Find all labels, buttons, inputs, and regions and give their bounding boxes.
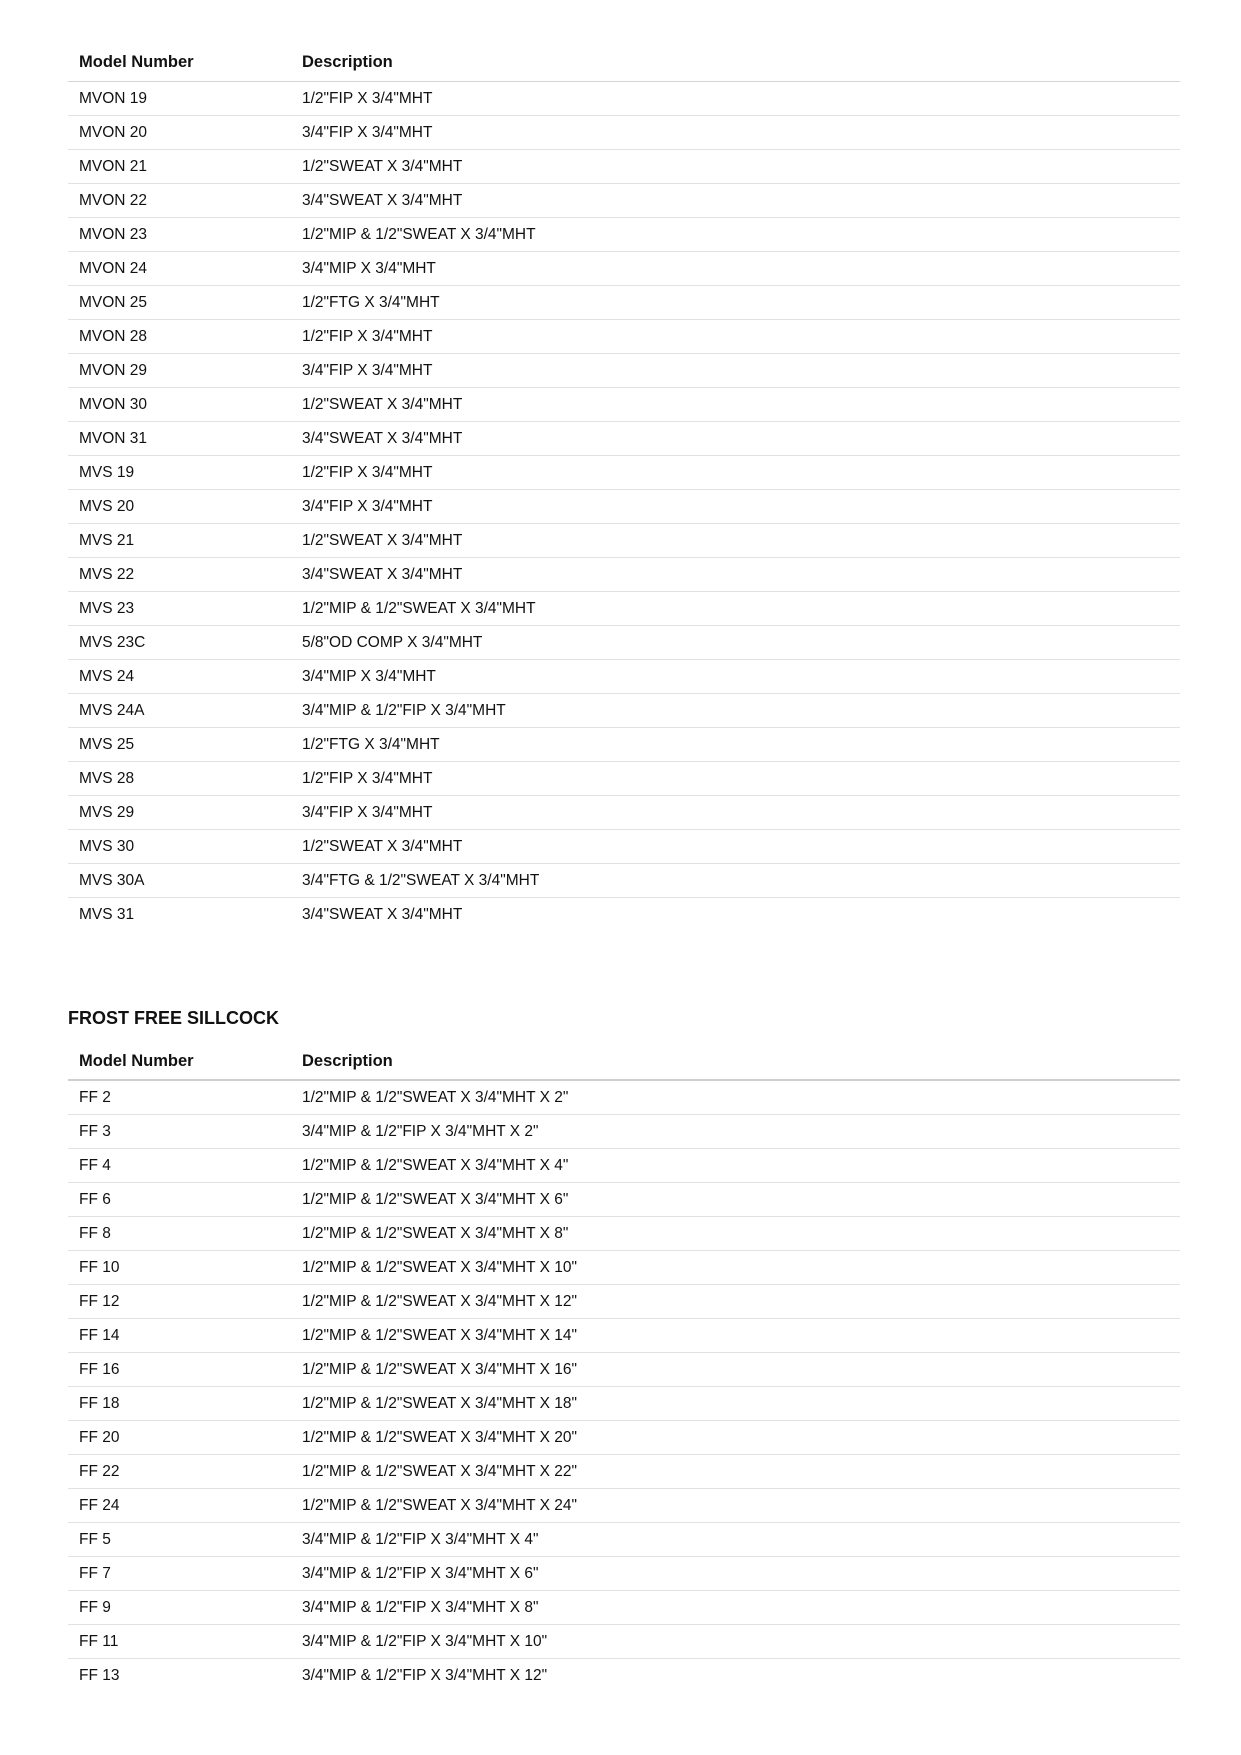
model-number-cell: MVS 29 bbox=[68, 796, 291, 830]
model-number-cell: FF 12 bbox=[68, 1285, 291, 1319]
model-number-cell: FF 14 bbox=[68, 1319, 291, 1353]
model-number-header: Model Number bbox=[68, 1043, 291, 1080]
table-row bbox=[68, 456, 1180, 490]
table-row bbox=[68, 1591, 1180, 1625]
description-cell: 1/2"MIP & 1/2"SWEAT X 3/4"MHT X 14" bbox=[291, 1319, 1180, 1353]
model-number-cell: FF 18 bbox=[68, 1387, 291, 1421]
model-number-cell: MVS 28 bbox=[68, 762, 291, 796]
model-number-cell: MVON 21 bbox=[68, 150, 291, 184]
description-cell: 3/4"MIP & 1/2"FIP X 3/4"MHT X 8" bbox=[291, 1591, 1180, 1625]
table-row bbox=[68, 354, 1180, 388]
table-row bbox=[68, 1319, 1180, 1353]
model-number-cell: FF 13 bbox=[79, 1666, 120, 1684]
model-number-cell: MVS 20 bbox=[68, 490, 291, 524]
model-number-cell: MVON 24 bbox=[68, 252, 291, 286]
description-cell: 3/4"MIP & 1/2"FIP X 3/4"MHT X 12" bbox=[302, 1666, 548, 1684]
description-cell: 1/2"FTG X 3/4"MHT bbox=[291, 286, 1180, 320]
table-row bbox=[68, 728, 1180, 762]
table-row bbox=[68, 558, 1180, 592]
table-row bbox=[68, 1557, 1180, 1591]
description-cell: 1/2"SWEAT X 3/4"MHT bbox=[291, 388, 1180, 422]
description-cell: 1/2"FIP X 3/4"MHT bbox=[291, 762, 1180, 796]
model-number-cell: MVS 24 bbox=[68, 660, 291, 694]
model-number-cell: MVS 19 bbox=[68, 456, 291, 490]
table-row bbox=[68, 626, 1180, 660]
valve-model-table bbox=[68, 44, 1180, 931]
description-cell: 3/4"MIP & 1/2"FIP X 3/4"MHT X 4" bbox=[291, 1523, 1180, 1557]
description-cell: 1/2"FIP X 3/4"MHT bbox=[291, 456, 1180, 490]
description-cell: 1/2"MIP & 1/2"SWEAT X 3/4"MHT X 20" bbox=[291, 1421, 1180, 1455]
model-number-cell: MVS 24A bbox=[68, 694, 291, 728]
table-row bbox=[68, 660, 1180, 694]
table-row bbox=[68, 1523, 1180, 1557]
frost-free-sillcock-table bbox=[68, 1043, 1180, 1692]
model-number-cell: MVON 20 bbox=[68, 116, 291, 150]
table-row bbox=[68, 1149, 1180, 1183]
table-header-row bbox=[68, 44, 1180, 82]
model-number-header: Model Number bbox=[68, 44, 291, 82]
description-cell: 1/2"SWEAT X 3/4"MHT bbox=[291, 524, 1180, 558]
model-number-cell: FF 10 bbox=[68, 1251, 291, 1285]
table-row bbox=[68, 864, 1180, 898]
table-row bbox=[68, 1285, 1180, 1319]
model-number-cell: MVS 31 bbox=[79, 905, 135, 923]
table-row bbox=[68, 184, 1180, 218]
table-row bbox=[68, 1455, 1180, 1489]
model-number-cell: MVON 19 bbox=[68, 82, 291, 116]
description-cell: 3/4"FIP X 3/4"MHT bbox=[291, 354, 1180, 388]
description-cell: 1/2"MIP & 1/2"SWEAT X 3/4"MHT bbox=[291, 592, 1180, 626]
description-cell: 3/4"MIP & 1/2"FIP X 3/4"MHT X 6" bbox=[291, 1557, 1180, 1591]
description-cell: 1/2"MIP & 1/2"SWEAT X 3/4"MHT X 4" bbox=[291, 1149, 1180, 1183]
table-row bbox=[68, 1353, 1180, 1387]
description-cell: 1/2"MIP & 1/2"SWEAT X 3/4"MHT X 12" bbox=[291, 1285, 1180, 1319]
model-number-cell: MVON 30 bbox=[68, 388, 291, 422]
description-cell: 3/4"SWEAT X 3/4"MHT bbox=[291, 422, 1180, 456]
model-number-cell: MVON 22 bbox=[68, 184, 291, 218]
description-cell: 3/4"MIP & 1/2"FIP X 3/4"MHT X 10" bbox=[291, 1625, 1180, 1659]
model-number-cell: FF 22 bbox=[68, 1455, 291, 1489]
table-header-row bbox=[68, 1043, 1180, 1080]
description-cell: 1/2"MIP & 1/2"SWEAT X 3/4"MHT X 16" bbox=[291, 1353, 1180, 1387]
model-number-cell: FF 6 bbox=[68, 1183, 291, 1217]
table-row bbox=[68, 694, 1180, 728]
model-number-cell: MVS 23 bbox=[68, 592, 291, 626]
description-cell: 1/2"MIP & 1/2"SWEAT X 3/4"MHT X 6" bbox=[291, 1183, 1180, 1217]
description-cell: 1/2"MIP & 1/2"SWEAT X 3/4"MHT X 24" bbox=[291, 1489, 1180, 1523]
model-number-cell: FF 16 bbox=[68, 1353, 291, 1387]
table-row bbox=[68, 218, 1180, 252]
description-cell: 3/4"FIP X 3/4"MHT bbox=[291, 796, 1180, 830]
description-cell: 3/4"SWEAT X 3/4"MHT bbox=[291, 184, 1180, 218]
model-number-cell: FF 8 bbox=[68, 1217, 291, 1251]
model-number-cell: MVS 21 bbox=[68, 524, 291, 558]
description-cell: 3/4"SWEAT X 3/4"MHT bbox=[302, 905, 463, 923]
description-cell: 1/2"SWEAT X 3/4"MHT bbox=[291, 150, 1180, 184]
description-cell: 3/4"FIP X 3/4"MHT bbox=[291, 116, 1180, 150]
description-cell: 3/4"MIP X 3/4"MHT bbox=[291, 660, 1180, 694]
table-row bbox=[68, 82, 1180, 116]
description-cell: 3/4"MIP & 1/2"FIP X 3/4"MHT bbox=[291, 694, 1180, 728]
table-row bbox=[68, 1625, 1180, 1659]
description-cell: 1/2"MIP & 1/2"SWEAT X 3/4"MHT X 8" bbox=[291, 1217, 1180, 1251]
table-row bbox=[68, 1115, 1180, 1149]
description-cell: 1/2"SWEAT X 3/4"MHT bbox=[291, 830, 1180, 864]
model-number-cell: MVON 29 bbox=[68, 354, 291, 388]
table-row bbox=[68, 898, 1180, 932]
description-cell: 3/4"SWEAT X 3/4"MHT bbox=[291, 558, 1180, 592]
frost-free-sillcock-table-body bbox=[68, 1080, 1180, 1692]
model-number-cell: MVS 30A bbox=[68, 864, 291, 898]
model-number-cell: FF 5 bbox=[68, 1523, 291, 1557]
table-row bbox=[68, 796, 1180, 830]
model-number-cell: MVS 22 bbox=[68, 558, 291, 592]
description-cell: 1/2"FTG X 3/4"MHT bbox=[291, 728, 1180, 762]
table-row bbox=[68, 1489, 1180, 1523]
table-row bbox=[68, 286, 1180, 320]
table-row bbox=[68, 592, 1180, 626]
description-cell: 1/2"FIP X 3/4"MHT bbox=[291, 82, 1180, 116]
model-number-cell: FF 3 bbox=[68, 1115, 291, 1149]
model-number-cell: FF 2 bbox=[68, 1080, 291, 1115]
description-header: Description bbox=[291, 44, 1180, 82]
model-number-cell: FF 20 bbox=[68, 1421, 291, 1455]
table-row bbox=[68, 116, 1180, 150]
description-cell: 5/8"OD COMP X 3/4"MHT bbox=[291, 626, 1180, 660]
document-page bbox=[68, 44, 1180, 1692]
model-number-cell: MVS 23C bbox=[68, 626, 291, 660]
model-number-cell: MVON 25 bbox=[68, 286, 291, 320]
table-row bbox=[68, 150, 1180, 184]
description-cell: 1/2"MIP & 1/2"SWEAT X 3/4"MHT X 2" bbox=[291, 1080, 1180, 1115]
model-number-cell: MVON 23 bbox=[68, 218, 291, 252]
description-cell: 3/4"FTG & 1/2"SWEAT X 3/4"MHT bbox=[291, 864, 1180, 898]
description-cell: 1/2"MIP & 1/2"SWEAT X 3/4"MHT X 18" bbox=[291, 1387, 1180, 1421]
table-row bbox=[68, 388, 1180, 422]
model-number-cell: FF 24 bbox=[68, 1489, 291, 1523]
description-cell: 3/4"FIP X 3/4"MHT bbox=[291, 490, 1180, 524]
table-row bbox=[68, 252, 1180, 286]
model-number-cell: FF 4 bbox=[68, 1149, 291, 1183]
table-row bbox=[68, 422, 1180, 456]
table-row bbox=[68, 1659, 1180, 1693]
table-row bbox=[68, 1251, 1180, 1285]
model-number-cell: FF 9 bbox=[68, 1591, 291, 1625]
section-title: FROST FREE SILLCOCK bbox=[68, 1008, 279, 1028]
description-cell: 1/2"FIP X 3/4"MHT bbox=[291, 320, 1180, 354]
model-number-cell: FF 11 bbox=[68, 1625, 291, 1659]
table-row bbox=[68, 1387, 1180, 1421]
description-cell: 1/2"MIP & 1/2"SWEAT X 3/4"MHT bbox=[291, 218, 1180, 252]
model-number-cell: MVS 30 bbox=[68, 830, 291, 864]
model-number-cell: MVON 28 bbox=[68, 320, 291, 354]
model-number-cell: MVON 31 bbox=[68, 422, 291, 456]
table-row bbox=[68, 1217, 1180, 1251]
table-row bbox=[68, 320, 1180, 354]
valve-model-table-body bbox=[68, 82, 1180, 932]
table-row bbox=[68, 830, 1180, 864]
table-row bbox=[68, 762, 1180, 796]
description-cell: 3/4"MIP X 3/4"MHT bbox=[291, 252, 1180, 286]
model-number-cell: FF 7 bbox=[68, 1557, 291, 1591]
table-row bbox=[68, 1183, 1180, 1217]
description-cell: 1/2"MIP & 1/2"SWEAT X 3/4"MHT X 10" bbox=[291, 1251, 1180, 1285]
table-row bbox=[68, 490, 1180, 524]
table-row bbox=[68, 524, 1180, 558]
description-header: Description bbox=[291, 1043, 1180, 1080]
table-row bbox=[68, 1421, 1180, 1455]
description-cell: 1/2"MIP & 1/2"SWEAT X 3/4"MHT X 22" bbox=[291, 1455, 1180, 1489]
description-cell: 3/4"MIP & 1/2"FIP X 3/4"MHT X 2" bbox=[291, 1115, 1180, 1149]
table-row bbox=[68, 1080, 1180, 1115]
model-number-cell: MVS 25 bbox=[68, 728, 291, 762]
